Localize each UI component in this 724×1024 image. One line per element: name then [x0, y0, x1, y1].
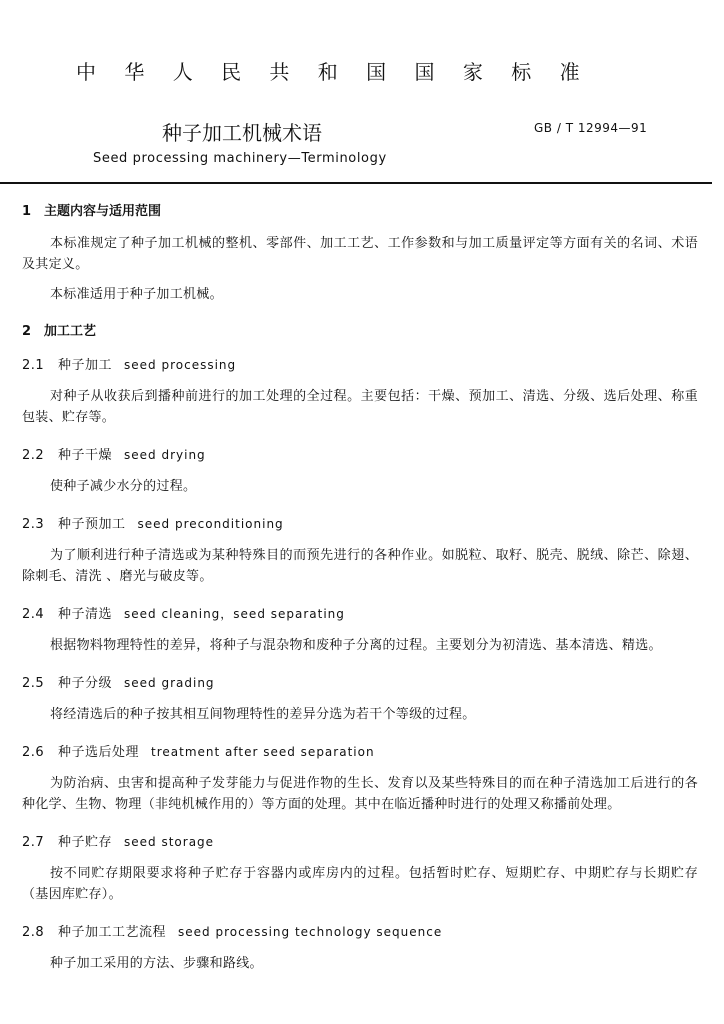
term-zh: 种子贮存 — [58, 835, 113, 850]
term-en: treatment after seed separation — [151, 745, 375, 759]
term-heading — [22, 830, 698, 854]
term-heading — [22, 740, 698, 764]
term-definition: 为防治病、虫害和提高种子发芽能力与促进作物的生长、发育以及某些特殊目的而在种子清选加工后进行的各种化学、生物、物理（非纯机械作用的）等方面的处理。其中在临近播种时进行的处理又称播前处理。 — [22, 776, 698, 812]
term-definition: 对种子从收获后到播种前进行的加工处理的全过程。主要包括：干燥、预加工、清选、分级、选后处理、称重包装、贮存等。 — [22, 389, 698, 425]
term-zh: 种子选后处理 — [58, 745, 140, 760]
term-en: seed grading — [124, 676, 215, 690]
term-number: 2.3 — [22, 517, 45, 532]
standard-code: GB / T 12994—91 — [534, 121, 648, 135]
term-heading — [22, 512, 698, 536]
standard-header: 中 华 人 民 共 和 国 国 家 标 准 — [76, 60, 591, 84]
paragraph: 本标准适用于种子加工机械。 — [50, 287, 223, 302]
term-zh: 种子加工工艺流程 — [58, 925, 167, 940]
term-heading — [22, 920, 698, 944]
english-title: Seed processing machinery—Terminology — [93, 151, 387, 166]
term-definition: 按不同贮存期限要求将种子贮存于容器内或库房内的过程。包括暂时贮存、短期贮存、中期贮存与长期贮存（基因库贮存）。 — [22, 866, 698, 902]
term-zh: 种子分级 — [58, 676, 113, 691]
term-en: seed preconditioning — [137, 517, 284, 531]
section-number: 1 — [22, 204, 32, 219]
term-heading — [22, 602, 698, 626]
term-number: 2.5 — [22, 676, 45, 691]
term-definition: 根据物料物理特性的差异，将种子与混杂物和废种子分离的过程。主要划分为初清选、基本清选、精选。 — [50, 638, 662, 653]
header-divider — [0, 182, 712, 184]
term-zh: 种子加工 — [58, 358, 113, 373]
term-en: seed drying — [124, 448, 206, 462]
term-en: seed storage — [124, 835, 215, 849]
term-zh: 种子干燥 — [58, 448, 113, 463]
term-number: 2.1 — [22, 358, 45, 373]
section-heading — [22, 320, 698, 344]
term-en: seed cleaning，seed separating — [124, 607, 345, 621]
term-number: 2.2 — [22, 448, 45, 463]
term-zh: 种子预加工 — [58, 517, 126, 532]
term-definition: 将经清选后的种子按其相互间物理特性的差异分选为若干个等级的过程。 — [50, 707, 476, 722]
section-heading — [22, 200, 698, 224]
term-heading — [22, 671, 698, 695]
term-definition: 为了顺利进行种子清选或为某种特殊目的而预先进行的各种作业。如脱粒、取籽、脱壳、脱绒、除芒、除翅、除刺毛、清洗 、磨光与破皮等。 — [22, 548, 698, 584]
term-heading — [22, 353, 698, 377]
term-number: 2.4 — [22, 607, 45, 622]
section-title: 加工工艺 — [44, 324, 97, 339]
term-en: seed processing — [124, 358, 237, 372]
term-definition: 种子加工采用的方法、步骤和路线。 — [50, 956, 263, 971]
term-en: seed processing technology sequence — [178, 925, 443, 939]
term-zh: 种子清选 — [58, 607, 113, 622]
term-number: 2.6 — [22, 745, 45, 760]
term-definition: 使种子减少水分的过程。 — [50, 479, 197, 494]
term-number: 2.8 — [22, 925, 45, 940]
section-number: 2 — [22, 324, 32, 339]
paragraph: 本标准规定了种子加工机械的整机、零部件、加工工艺、工作参数和与加工质量评定等方面有关的名词、术语及其定义。 — [22, 236, 698, 272]
document-body — [22, 200, 698, 974]
term-number: 2.7 — [22, 835, 45, 850]
term-heading — [22, 443, 698, 467]
document-title: 种子加工机械术语 — [162, 121, 322, 145]
section-title: 主题内容与适用范围 — [44, 204, 162, 219]
